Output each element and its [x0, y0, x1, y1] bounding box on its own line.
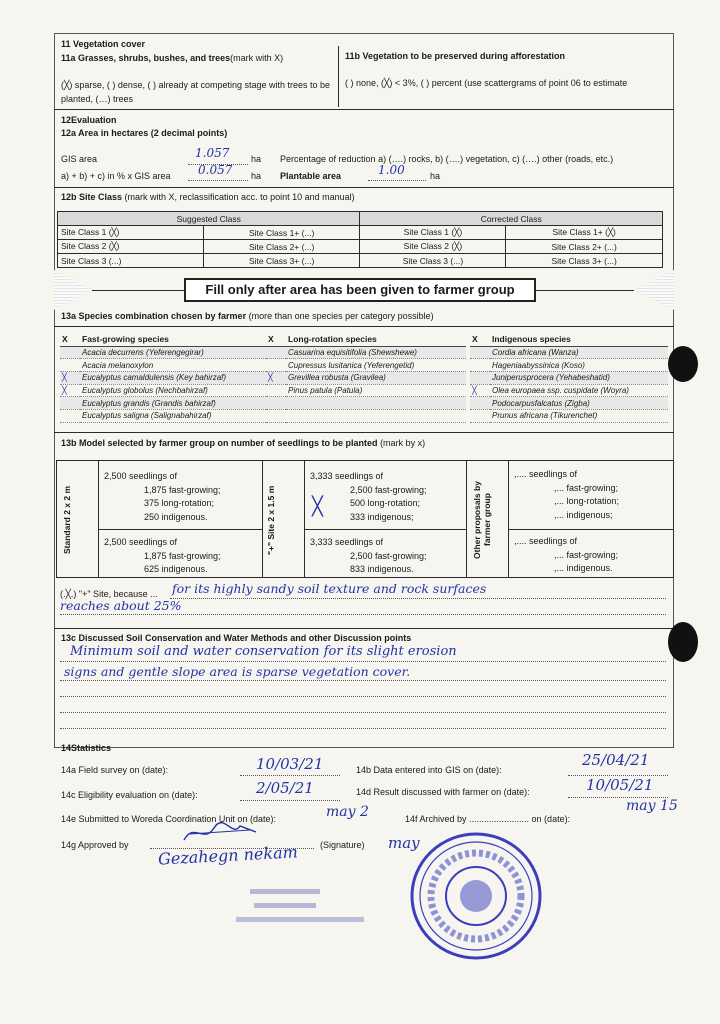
s11-bottom-rule	[54, 109, 674, 110]
s12b-hint: (mark with X, reclassification acc. to point 10 and manual)	[122, 192, 355, 202]
gis-area-label: GIS area	[61, 154, 98, 164]
std2-line: 625 indigenous.	[144, 564, 208, 574]
species-name: Prunus africana (Tikurenchet)	[490, 409, 668, 422]
banner-right-rule	[536, 290, 634, 291]
site-class-cell[interactable]: Site Class 3+ (...)	[506, 254, 663, 268]
s13b-hint: (mark by x)	[377, 438, 426, 448]
species-mark[interactable]	[60, 346, 80, 359]
species-mark[interactable]: ╳	[266, 371, 286, 384]
species-row	[470, 346, 668, 359]
site-class-cell[interactable]: Site Class 3+ (...)	[203, 254, 360, 268]
species-name: Eucalyptus saligna (Salignabahirzaf)	[80, 409, 278, 422]
suggested-class-header: Suggested Class	[58, 212, 360, 226]
s13a-hint: (more than one species per category possible)	[246, 311, 434, 321]
gis-area-value: 1.057	[195, 146, 230, 160]
std1-line: 250 indigenous.	[144, 511, 208, 522]
indigenous-table	[470, 333, 668, 423]
s14c-value[interactable]: 2/05/21	[256, 779, 314, 797]
oth2-line: ,.... seedlings of	[514, 536, 578, 546]
species-row	[266, 409, 466, 422]
site-class-cell[interactable]: Site Class 1 (╳)	[360, 226, 506, 240]
species-row	[266, 346, 466, 359]
fast-x-header: X	[60, 333, 80, 346]
species-mark[interactable]: ╳	[60, 371, 80, 384]
species-mark[interactable]: ╳	[470, 384, 490, 397]
signature-stroke	[190, 830, 250, 834]
std1-line: 1,875 fast-growing;	[144, 484, 221, 495]
site1-line: 333 indigenous;	[350, 511, 414, 522]
species-mark[interactable]: ╳	[60, 384, 80, 397]
s14e-value[interactable]: may 2	[326, 804, 369, 820]
site-class-cell[interactable]: Site Class 3 (...)	[58, 254, 204, 268]
s12a-title: 12a Area in hectares (2 decimal points)	[61, 128, 228, 138]
species-row	[470, 371, 668, 384]
site-class-cell[interactable]: Site Class 2+ (...)	[203, 240, 360, 254]
model-mid-1	[98, 529, 262, 530]
s13c-dots-5	[60, 728, 666, 729]
species-name: Casuarina equisitifolia (Shewshewe)	[286, 346, 466, 359]
faint-stamp-line	[250, 889, 320, 894]
site2-line: 833 indigenous.	[350, 564, 414, 574]
species-row	[470, 397, 668, 410]
formula-unit: ha	[251, 171, 262, 181]
std2-line: 1,875 fast-growing;	[144, 550, 221, 561]
site-class-cell[interactable]: Site Class 3 (...)	[360, 254, 506, 268]
species-mark[interactable]	[60, 359, 80, 372]
s12a-bottom-rule	[54, 187, 674, 188]
s13b-title-text: 13b Model selected by farmer group on number of seedlings to be planted	[61, 438, 378, 448]
oth1-line: ,... indigenous;	[554, 509, 613, 520]
plantable-value: 1.00	[378, 163, 405, 177]
species-mark[interactable]	[470, 397, 490, 410]
plantable-label: Plantable area	[280, 171, 342, 181]
species-row	[60, 384, 278, 397]
site-class-cell[interactable]: Site Class 2 (╳)	[58, 240, 204, 254]
s14e-label: 14e Submitted to Woreda Coordination Unit on (date):	[61, 814, 276, 824]
because-dots-2	[60, 614, 666, 615]
s13c-line-2[interactable]: signs and gentle slope area is sparse vegetation cover.	[64, 664, 411, 679]
model-col-5	[508, 460, 509, 578]
other-option-2[interactable]	[514, 535, 670, 576]
s14g-label: 14g Approved by	[61, 840, 129, 850]
s11-divider	[338, 46, 339, 107]
s13c-dots-4	[60, 712, 666, 713]
s11a-options: (╳) sparse, ( ) dense, ( ) already at competing stage with trees to be planted, (…) trees	[61, 80, 331, 104]
species-mark[interactable]	[470, 359, 490, 372]
site-class-cell[interactable]: Site Class 1+ (╳)	[506, 226, 663, 240]
s11-title: 11 Vegetation cover	[61, 39, 146, 49]
site1-line: 3,333 seedlings of	[310, 471, 384, 481]
species-name: Eucalyptus grandis (Grandis bahirzaf)	[80, 397, 278, 410]
s13b-title	[61, 438, 425, 449]
species-name: Cordia africana (Wanza)	[490, 346, 668, 359]
std-option-2[interactable]	[104, 536, 260, 577]
s14d-label: 14d Result discussed with farmer on (date):	[356, 787, 530, 797]
s14a-value[interactable]: 10/03/21	[256, 755, 324, 773]
model-col-2	[262, 460, 263, 578]
species-name: Juniperusprocera (Yehabeshatid)	[490, 371, 668, 384]
species-mark[interactable]	[470, 371, 490, 384]
because-dots-1	[170, 598, 666, 599]
species-name: Cupressus lusitanica (Yeferengetid)	[286, 359, 466, 372]
species-row	[266, 397, 466, 410]
species-row	[60, 409, 278, 422]
faint-stamp-line	[254, 903, 316, 908]
banner-left-rule	[92, 290, 184, 291]
hole-punch-1	[668, 346, 698, 382]
species-name: Acacia decurrens (Yeferengegirar)	[80, 346, 278, 359]
s14a-dots	[240, 775, 340, 776]
s11b-options: ( ) none, (╳) < 3%, ( ) percent (use scattergrams of point 06 to estimate	[345, 78, 628, 88]
species-name: Olea europaea ssp. cuspidate (Woyra)	[490, 384, 668, 397]
species-name: Grevillea robusta (Gravilea)	[286, 371, 466, 384]
s11a-title	[61, 53, 283, 64]
plantable-dots	[368, 180, 426, 181]
species-row	[266, 359, 466, 372]
because-text-1[interactable]: for its highly sandy soil texture and rock surfaces	[172, 581, 487, 596]
species-row	[266, 384, 466, 397]
reduction-label: Percentage of reduction a) (….) rocks, b) (….) vegetation, c) (….) other (roads, etc.)	[280, 154, 614, 164]
site-class-cell[interactable]: Site Class 1 (╳)	[58, 226, 204, 240]
long-x-header: X	[266, 333, 286, 346]
faint-stamp	[230, 885, 370, 935]
site-option-2[interactable]	[310, 536, 464, 577]
formula-dots	[188, 180, 248, 181]
faint-stamp-line	[236, 917, 364, 922]
s14c-label: 14c Eligibility evaluation on (date):	[61, 790, 198, 800]
species-mark[interactable]	[470, 346, 490, 359]
fast-growing-table	[60, 333, 278, 423]
site2-line: 2,500 fast-growing;	[350, 550, 427, 561]
species-mark[interactable]	[266, 397, 286, 410]
official-seal	[404, 828, 554, 968]
other-label: Other proposals by farmer group	[472, 481, 492, 559]
hole-punch-2	[668, 622, 698, 662]
s14g-hand: may	[388, 834, 420, 852]
formula-value: 0.057	[198, 163, 233, 177]
s11b-title: 11b Vegetation to be preserved during afforestation	[345, 51, 566, 61]
because-prefix: (.╳.) "+" Site, because ...	[60, 589, 158, 599]
site1-line: 2,500 fast-growing;	[350, 484, 427, 495]
site-label: "+" Site 2 x 1.5 m	[266, 485, 276, 555]
species-mark[interactable]	[470, 409, 490, 422]
standard-label: Standard 2 x 2 m	[62, 485, 72, 555]
seal-emblem	[460, 880, 492, 912]
s13a-title-text: 13a Species combination chosen by farmer	[61, 311, 247, 321]
model-mid-2	[304, 529, 466, 530]
s14f-label: 14f Archived by ........................ on (date):	[405, 814, 571, 824]
plantable-unit: ha	[430, 171, 441, 181]
species-name: Hageniaabyssinica (Koso)	[490, 359, 668, 372]
oth2-line: ,... fast-growing;	[554, 549, 619, 560]
s14c-dots	[240, 800, 340, 801]
s13b-top-rule	[54, 432, 674, 433]
s13c-line-1[interactable]: Minimum soil and water conservation for its slight erosion	[70, 644, 457, 659]
model-mid-3	[508, 529, 674, 530]
model-col-4	[466, 460, 467, 578]
species-name: Eucalyptus camaldulensis (Key bahirzaf)	[80, 371, 278, 384]
species-name	[286, 409, 466, 422]
banner-box	[184, 278, 536, 302]
species-mark[interactable]	[60, 409, 80, 422]
model-col-1	[98, 460, 99, 578]
long-rotation-header: Long-rotation species	[286, 333, 466, 346]
species-row	[470, 359, 668, 372]
species-name: Podocarpusfalcatus (Zigba)	[490, 397, 668, 410]
site-class-cell[interactable]: Site Class 2+ (...)	[506, 240, 663, 254]
site-class-cell[interactable]: Site Class 1+ (...)	[203, 226, 360, 240]
s14b-value[interactable]: 25/04/21	[582, 751, 650, 769]
std2-line: 2,500 seedlings of	[104, 537, 178, 547]
s13a-title	[61, 311, 434, 322]
s11a-hint: (mark with X)	[230, 53, 284, 63]
species-name: Pinus patula (Patula)	[286, 384, 466, 397]
because-text-2[interactable]: reaches about 25%	[60, 598, 182, 613]
species-mark[interactable]	[266, 384, 286, 397]
s14d-value[interactable]: 10/05/21	[586, 776, 654, 794]
s14-title: 14Statistics	[61, 743, 112, 753]
site2-line: 3,333 seedlings of	[310, 537, 384, 547]
oth1-line: ,... fast-growing;	[554, 482, 619, 493]
species-row	[266, 371, 466, 384]
species-mark[interactable]	[266, 346, 286, 359]
site-selected-mark: ╳	[312, 496, 323, 517]
s13c-dots-1	[60, 661, 666, 662]
std-option-1[interactable]	[104, 470, 260, 524]
species-row	[60, 371, 278, 384]
model-col-3	[304, 460, 305, 578]
s12-title: 12Evaluation	[61, 115, 117, 125]
species-row	[470, 384, 668, 397]
species-row	[60, 397, 278, 410]
species-row	[470, 409, 668, 422]
s13c-top-rule	[54, 628, 674, 629]
species-row	[60, 359, 278, 372]
site-class-row	[58, 240, 663, 254]
banner-text: Fill only after area has been given to farmer group	[205, 282, 515, 297]
site-class-row	[58, 254, 663, 268]
site-class-row	[58, 226, 663, 240]
s13c-dots-3	[60, 696, 666, 697]
species-name	[286, 397, 466, 410]
indigenous-header: Indigenous species	[490, 333, 668, 346]
site1-line: 500 long-rotation;	[350, 498, 421, 508]
formula-label: a) + b) + c) in % x GIS area	[61, 171, 171, 181]
corrected-class-header: Corrected Class	[360, 212, 663, 226]
oth2-line: ,... indigenous.	[554, 563, 613, 573]
s14g-name: Gezahegn nekam	[157, 842, 299, 869]
s12b-title-text: 12b Site Class	[61, 192, 123, 202]
signature-scribble	[180, 818, 260, 848]
s13a-top-rule	[54, 326, 674, 327]
s14b-label: 14b Data entered into GIS on (date):	[356, 765, 502, 775]
site-class-table	[57, 211, 663, 268]
species-name: Acacia melanoxylon	[80, 359, 278, 372]
species-mark[interactable]	[266, 359, 286, 372]
oth1-line: ,.... seedlings of	[514, 469, 578, 479]
species-mark[interactable]	[60, 397, 80, 410]
s14g-signature-label: (Signature)	[320, 840, 365, 850]
site-option-1[interactable]	[310, 470, 464, 524]
gis-area-unit: ha	[251, 154, 262, 164]
indig-x-header: X	[470, 333, 490, 346]
s14f-value[interactable]: may 15	[626, 798, 678, 814]
std1-line: 375 long-rotation;	[144, 498, 215, 508]
species-name: Eucalyptus globolus (Nechbahirzaf)	[80, 384, 278, 397]
oth1-line: ,... long-rotation;	[554, 496, 620, 506]
other-option-1[interactable]	[514, 468, 670, 522]
s13c-dots-2	[60, 680, 666, 681]
s13c-title: 13c Discussed Soil Conservation and Water Methods and other Discussion points	[61, 633, 412, 643]
species-row	[60, 346, 278, 359]
species-mark[interactable]	[266, 409, 286, 422]
std1-line: 2,500 seedlings of	[104, 471, 178, 481]
s14a-label: 14a Field survey on (date):	[61, 765, 169, 775]
fast-growing-header: Fast-growing species	[80, 333, 278, 346]
long-rotation-table	[266, 333, 466, 423]
s12b-title	[61, 192, 355, 203]
signature-stroke	[184, 823, 256, 840]
site-class-cell[interactable]: Site Class 2 (╳)	[360, 240, 506, 254]
s11a-title-text: 11a Grasses, shrubs, bushes, and trees	[61, 53, 231, 63]
